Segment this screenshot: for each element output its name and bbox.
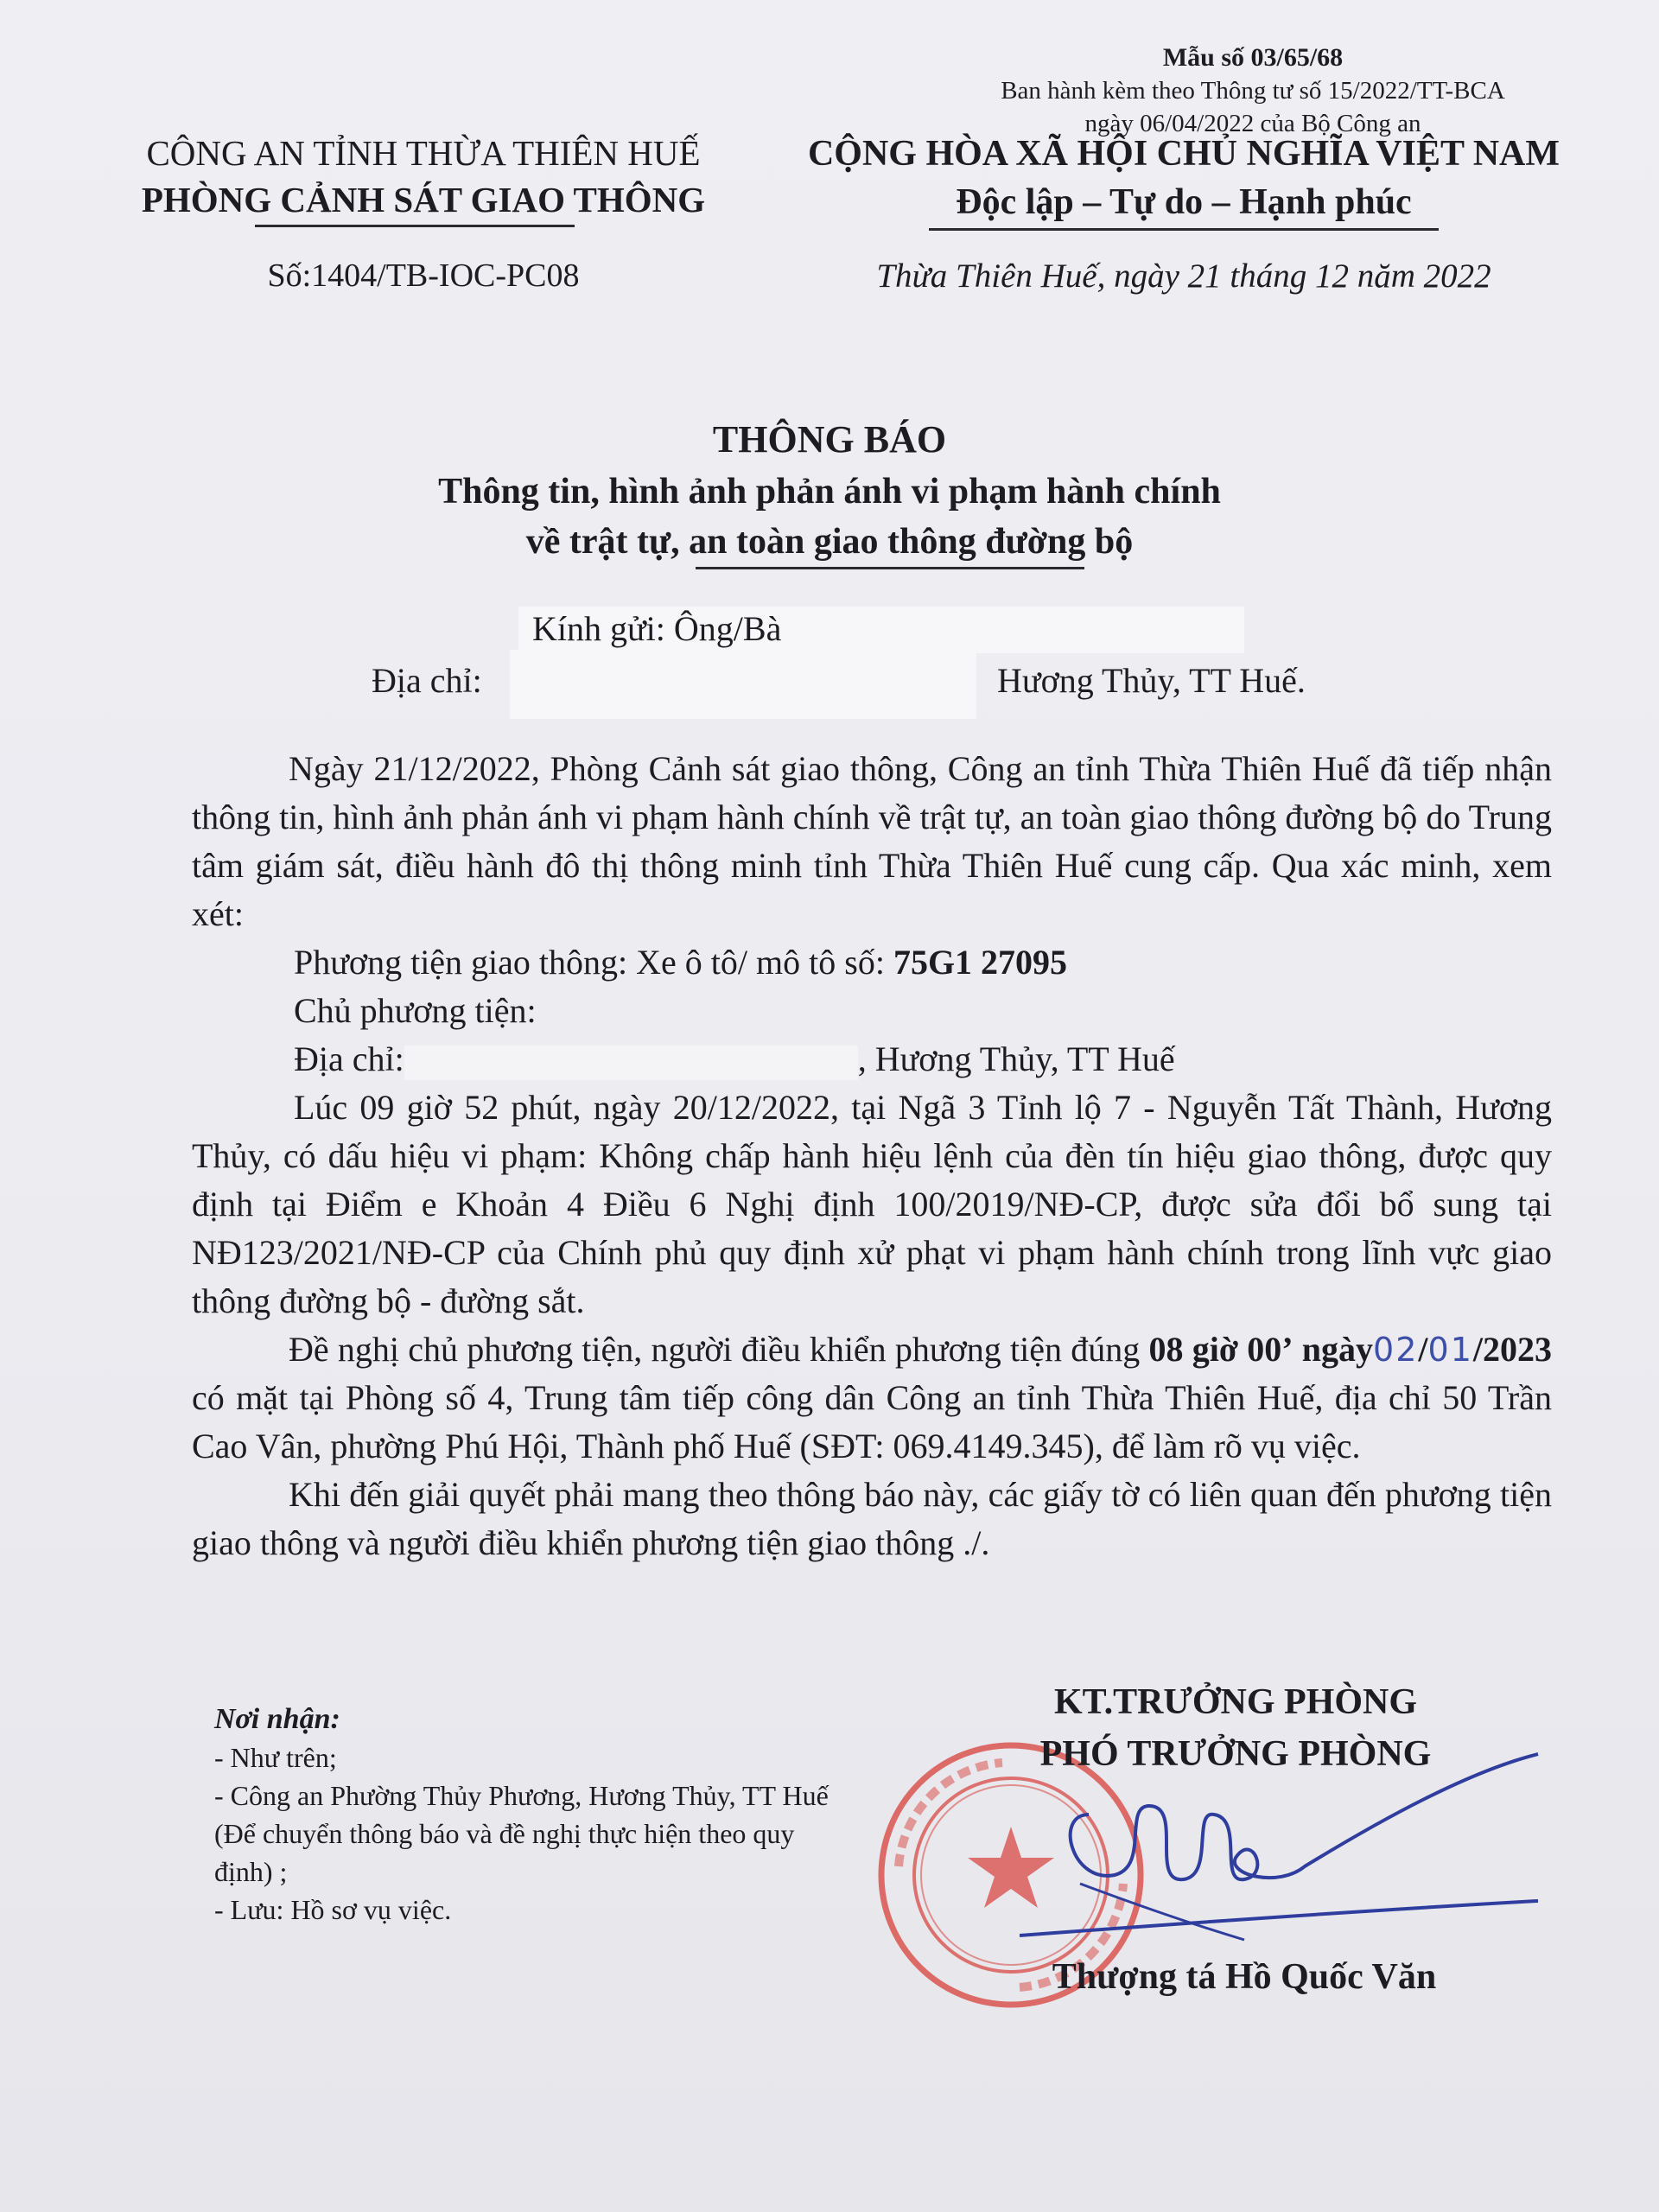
form-code: Mẫu số 03/65/68 [1162, 43, 1344, 72]
handwritten-month: 01 [1427, 1331, 1473, 1369]
signature-title-2: PHÓ TRƯỞNG PHÒNG [1039, 1734, 1432, 1774]
handwritten-day: 02 [1373, 1331, 1419, 1369]
request-day-label: ngày [1301, 1330, 1374, 1369]
request-time: 08 giờ 00’ [1148, 1330, 1294, 1369]
notice-body [192, 745, 1552, 1567]
national-motto: Độc lập – Tự do – Hạnh phúc [956, 182, 1412, 222]
recipients-block [214, 1700, 871, 1929]
form-reference [942, 41, 1564, 140]
title-subtitle-1: Thông tin, hình ảnh phản ánh vi phạm hành chính [438, 472, 1221, 512]
request-suffix: có mặt tại Phòng số 4, Trung tâm tiếp công dân Công an tỉnh Thừa Thiên Huế, địa chỉ 50 Trần Cao Vân, phường Phú Hội, Thành phố Huế (SĐT: 069.4149.345), để làm rõ vụ việc. [192, 1378, 1552, 1465]
redaction-box [510, 650, 976, 719]
form-issued-line-1: Ban hành kèm theo Thông tư số 15/2022/TT-BCA [1001, 77, 1505, 105]
addressee-address-label: Địa chỉ: [372, 661, 482, 700]
motto-underline [929, 228, 1439, 231]
issue-date: Thừa Thiên Huế, ngày 21 tháng 12 năm 2022 [876, 257, 1491, 295]
date-separator: / [1418, 1330, 1428, 1369]
nation-name: CỘNG HÒA XÃ HỘI CHỦ NGHĨA VIỆT NAM [807, 134, 1560, 174]
handwritten-signature-icon [1020, 1737, 1555, 1961]
addressee-address-tail: Hương Thủy, TT Huế. [997, 661, 1306, 700]
owner-address-label: Địa chỉ: [294, 1039, 404, 1078]
title-main: THÔNG BÁO [712, 418, 947, 461]
addressee-greeting: Kính gửi: Ông/Bà [532, 609, 782, 648]
request-year: /2023 [1472, 1330, 1553, 1369]
request-paragraph [192, 1325, 1552, 1471]
vehicle-line [192, 938, 1552, 987]
recipient-item: - Như trên; [214, 1742, 337, 1773]
intro-paragraph: Ngày 21/12/2022, Phòng Cảnh sát giao thông, Công an tỉnh Thừa Thiên Huế đã tiếp nhận thông tin, hình ảnh phản ánh vi phạm hành chính về trật tự, an toàn giao thông đường bộ do Trung tâm giám sát, điều hành đô thị thông minh tỉnh Thừa Thiên Huế cung cấp. Qua xác minh, xem xét: [192, 749, 1552, 933]
title-underline [696, 567, 1084, 569]
closing-paragraph: Khi đến giải quyết phải mang theo thông báo này, các giấy tờ có liên quan đến phương tiện giao thông và người điều khiển phương tiện giao thông ./. [192, 1475, 1552, 1562]
vehicle-plate: 75G1 27095 [893, 943, 1068, 982]
national-header [769, 130, 1599, 296]
owner-line: Chủ phương tiện: [294, 991, 537, 1030]
agency-name: PHÒNG CẢNH SÁT GIAO THÔNG [141, 180, 706, 219]
owner-address-line [192, 1035, 1552, 1084]
recipient-item: - Công an Phường Thủy Phương, Hương Thủy, TT Huế (Để chuyển thông báo và đề nghị thực hiện theo quy định) ; [214, 1780, 829, 1887]
violation-paragraph: Lúc 09 giờ 52 phút, ngày 20/12/2022, tại Ngã 3 Tỉnh lộ 7 - Nguyễn Tất Thành, Hương Thủy, có dấu hiệu vi phạm: Không chấp hành hiệu lệnh của đèn tín hiệu giao thông, được quy định tại Điểm e Khoản 4 Điều 6 Nghị định 100/2019/NĐ-CP, được sửa đổi bổ sung tại NĐ123/2021/NĐ-CP của Chính phủ quy định xử phạt vi phạm hành chính trong lĩnh vực giao thông đường bộ - đường sắt. [192, 1088, 1552, 1320]
title-subtitle-2: về trật tự, an toàn giao thông đường bộ [525, 522, 1134, 562]
vehicle-label: Phương tiện giao thông: Xe ô tô/ mô tô số: [294, 943, 893, 982]
agency-underline [255, 225, 575, 227]
signature-title-1: KT.TRƯỞNG PHÒNG [1054, 1682, 1417, 1722]
agency-header [112, 130, 734, 295]
request-prefix: Đề nghị chủ phương tiện, người điều khiển phương tiện đúng [289, 1330, 1149, 1369]
owner-address-tail: , Hương Thủy, TT Huế [857, 1039, 1175, 1078]
notice-title [0, 413, 1659, 569]
redaction-box [404, 1046, 858, 1080]
recipients-heading: Nơi nhận: [214, 1703, 340, 1735]
parent-agency: CÔNG AN TỈNH THỪA THIÊN HUẾ [146, 133, 701, 173]
recipient-item: - Lưu: Hồ sơ vụ việc. [214, 1894, 452, 1925]
signer-name: Thượng tá Hồ Quốc Văn [1052, 1957, 1437, 1997]
document-number: Số:1404/TB-IOC-PC08 [267, 257, 580, 294]
form-issued-line-2: ngày 06/04/2022 của Bộ Công an [1084, 110, 1421, 137]
